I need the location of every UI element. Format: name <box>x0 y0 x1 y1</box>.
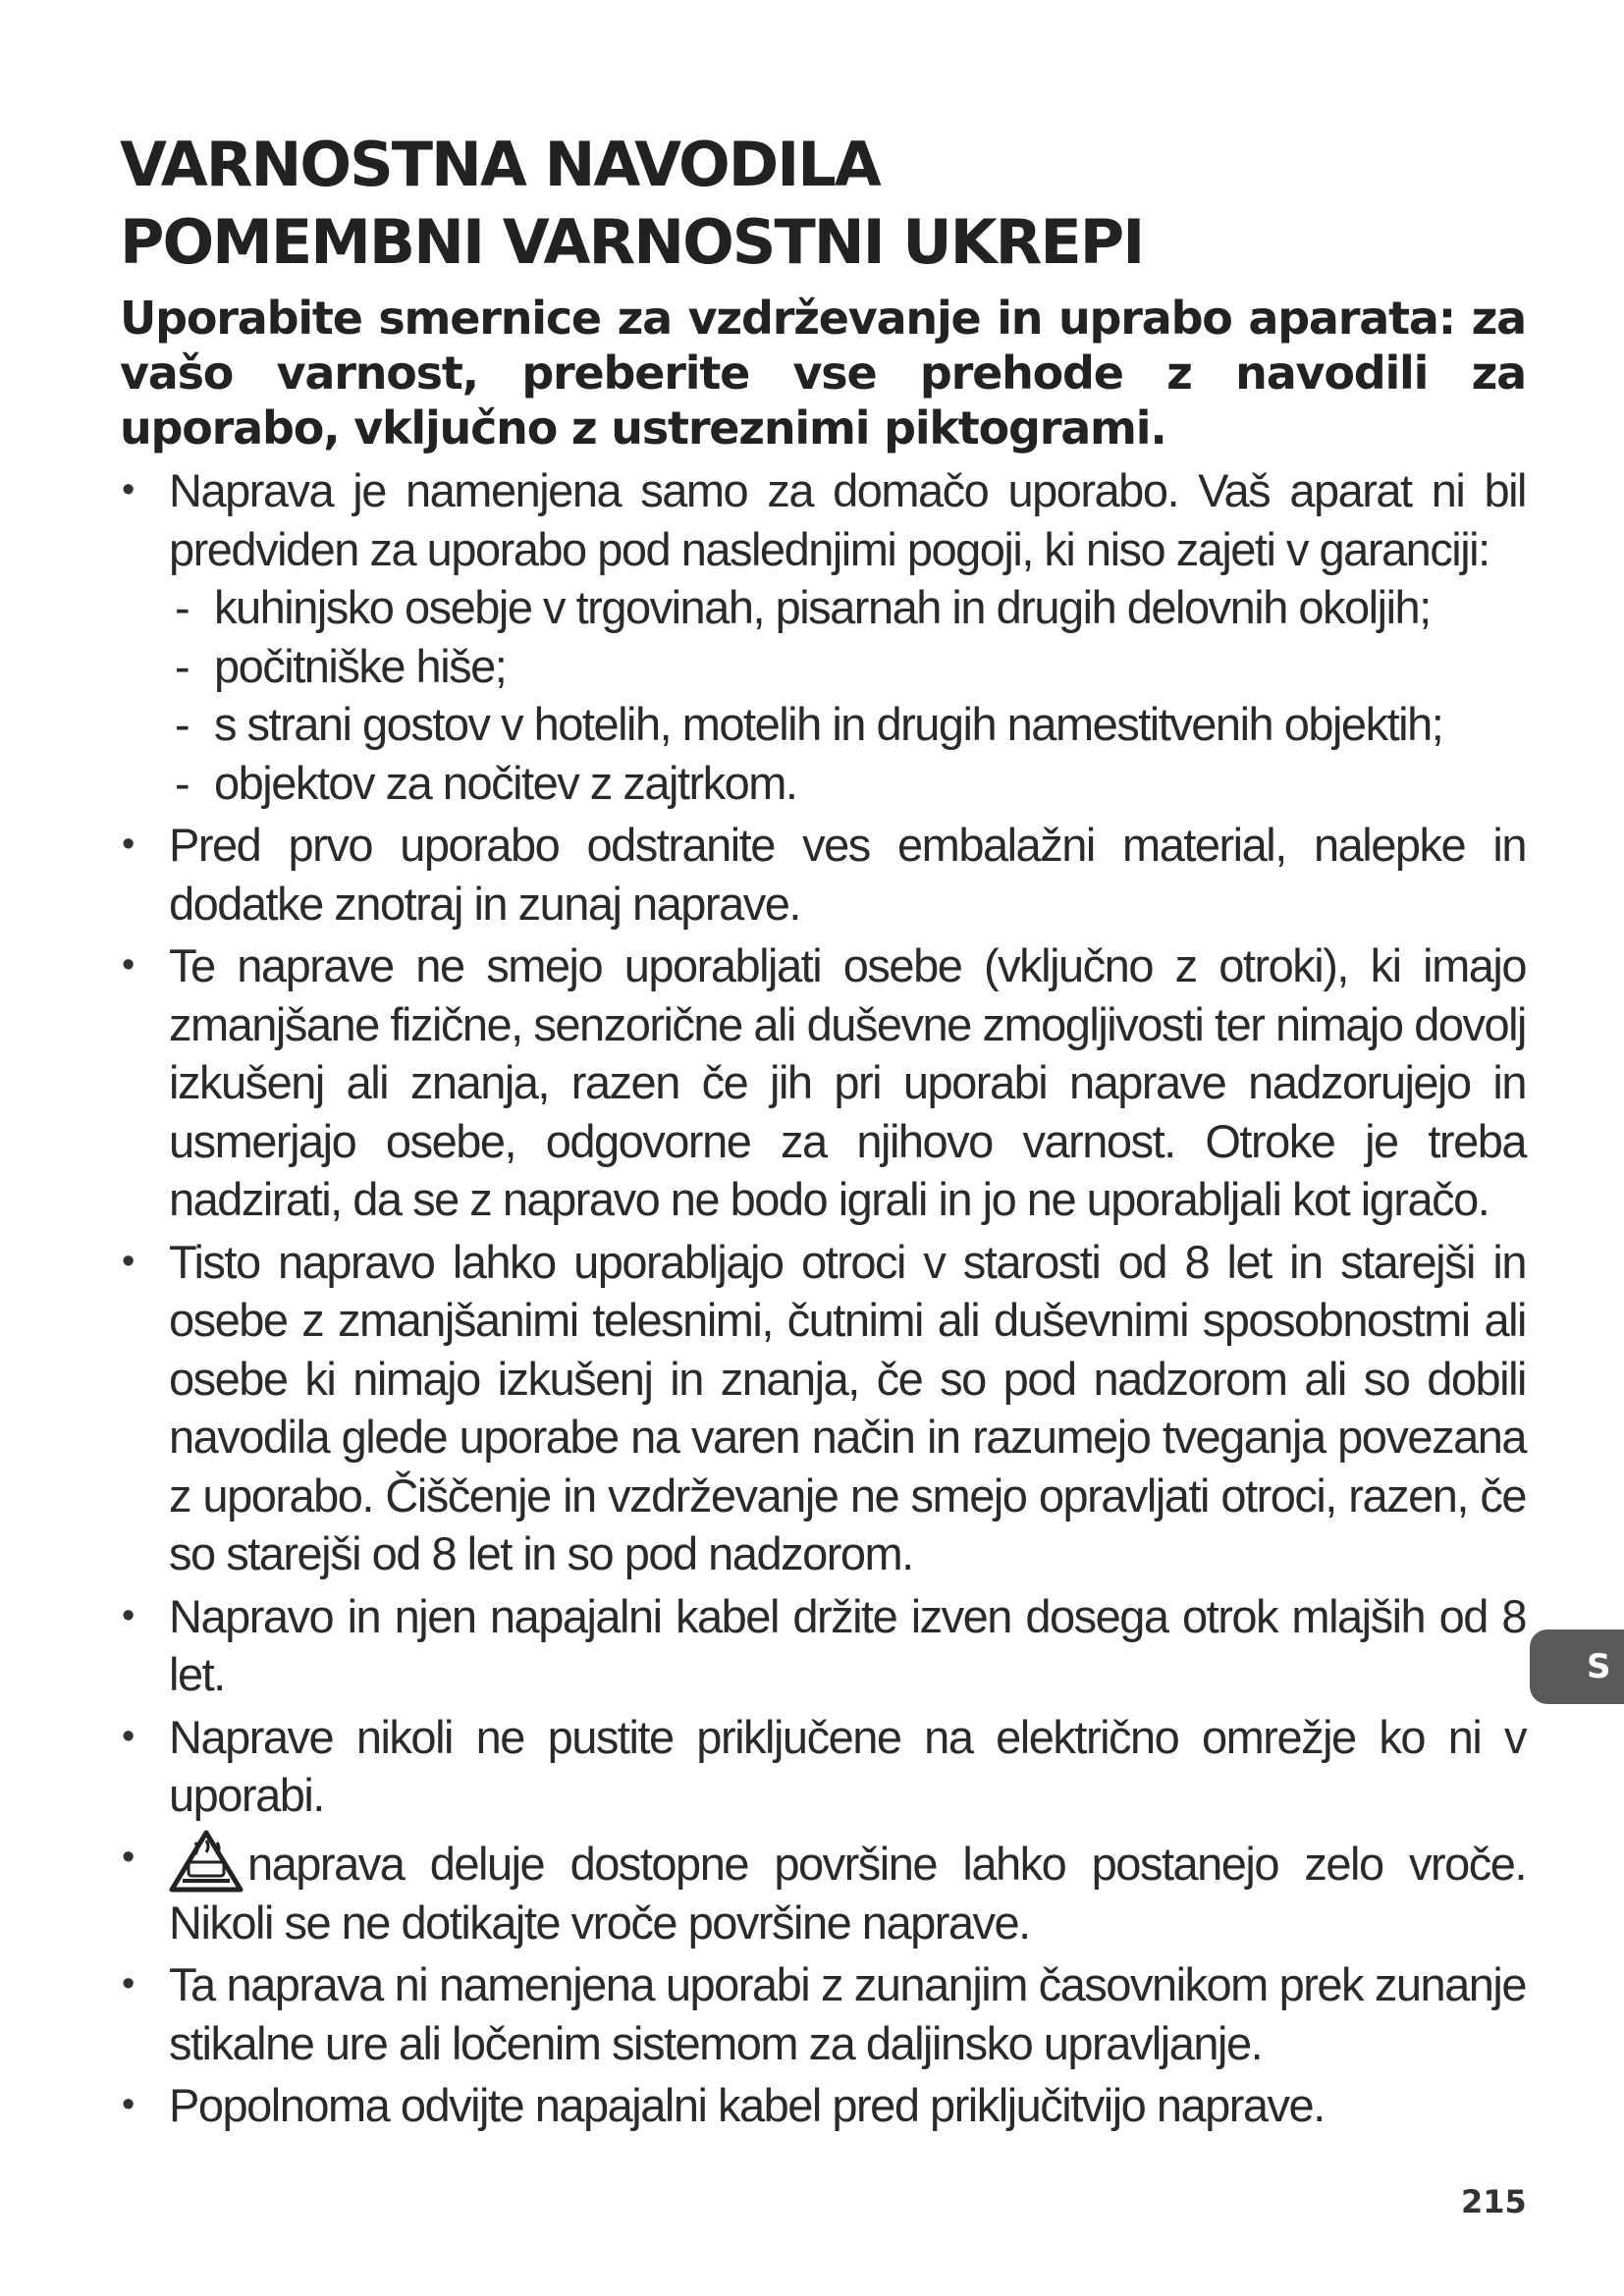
bullet-marker: • <box>122 824 134 865</box>
list-item-text: Pred prvo uporabo odstranite ves embalažni material, nalepke in dodatke znotraj in zunaj naprave. <box>169 819 1526 930</box>
list-item-text: naprava deluje dostopne površine lahko postanejo zelo vroče. Nikoli se ne dotikajte vroče površine naprave. <box>169 1837 1526 1949</box>
bullet-marker: • <box>122 1836 134 1878</box>
list-item-text: Te naprave ne smejo uporabljati osebe (vključno z otroki), ki imajo zmanjšane fizične, senzorične ali duševne zmogljivosti ter nimajo dovolj izkušenj ali znanja, razen če jih pri uporabi naprave nadzorujejo in usmerjajo osebe, odgovorne za njihovo varnost. Otroke je treba nadzirati, da se z napravo ne bodo igrali in jo ne uporabljali kot igračo. <box>169 939 1526 1225</box>
sub-list-item <box>169 578 1526 637</box>
title-line-1: VARNOSTNA NAVODILA <box>120 129 880 200</box>
dash-marker: - <box>175 756 189 809</box>
sub-list-item <box>169 637 1526 696</box>
bullet-marker: • <box>122 1715 134 1757</box>
bullet-marker: • <box>122 469 134 510</box>
sub-list-item <box>169 695 1526 754</box>
safety-instructions-list <box>120 461 1526 2135</box>
bullet-marker: • <box>122 1963 134 2004</box>
sub-list-item-text: objektov za nočitev z zajtrkom. <box>214 756 797 809</box>
sub-list-item-text: s strani gostov v hotelih, motelih in drugih namestitvenih objektih; <box>214 698 1443 750</box>
list-item <box>120 1233 1526 1583</box>
list-item-text: Naprave nikoli ne pustite priključene na električno omrežje ko ni v uporabi. <box>169 1710 1526 1821</box>
list-item-text: Ta naprava ni namenjena uporabi z zunanjim časovnikom prek zunanje stikalne ure ali ločenim sistemom za daljinsko upravljanje. <box>169 1958 1526 2069</box>
list-item <box>120 816 1526 933</box>
list-item-text: Popolnoma odvijte napajalni kabel pred priključitvijo naprave. <box>169 2079 1325 2131</box>
list-item <box>120 1955 1526 2072</box>
title-line-2: POMEMBNI VARNOSTNI UKREPI <box>120 206 1144 278</box>
page-number: 215 <box>1461 2183 1527 2220</box>
side-tab-label: S <box>1587 1647 1611 1686</box>
list-item <box>120 1829 1526 1952</box>
sub-list-item <box>169 754 1526 813</box>
sub-list-item-text: kuhinjsko osebje v trgovinah, pisarnah in drugih delovnih okoljih; <box>214 581 1431 633</box>
section-subtitle: Uporabite smernice za vzdrževanje in uprabo aparata: za vašo varnost, preberite vse prehode z navodili za uporabo, vključno z ustreznimi piktogrami. <box>120 292 1526 454</box>
list-item-text: Tisto napravo lahko uporabljajo otroci v starosti od 8 let in starejši in osebe z zmanjšanimi telesnimi, čutnimi ali duševnimi sposobnostmi ali osebe ki nimajo izkušenj in znanja, če so pod nadzorom ali so dobili navodila glede uporabe na varen način in razumejo tveganja povezana z uporabo. Čiščenje in vzdrževanje ne smejo opravljati otroci, razen, če so starejši od 8 let in so pod nadzorom. <box>169 1235 1526 1579</box>
language-side-tab <box>1530 1629 1624 1704</box>
sub-list-item-text: počitniške hiše; <box>214 639 507 692</box>
page-content <box>120 126 1526 2139</box>
hot-surface-warning-icon <box>169 1829 244 1894</box>
dash-marker: - <box>175 581 189 633</box>
bullet-marker: • <box>122 1594 134 1636</box>
bullet-marker: • <box>122 2084 134 2125</box>
dash-marker: - <box>175 639 189 692</box>
list-item <box>120 1587 1526 1704</box>
sub-list <box>169 578 1526 812</box>
list-item <box>120 461 1526 812</box>
page-title <box>120 126 1526 281</box>
bullet-marker: • <box>122 1240 134 1282</box>
list-item <box>120 936 1526 1229</box>
list-item <box>120 1708 1526 1825</box>
list-item-text: Naprava je namenjena samo za domačo uporabo. Vaš aparat ni bil predviden za uporabo pod naslednjimi pogoji, ki niso zajeti v garanciji: <box>169 464 1526 575</box>
list-item-text: Napravo in njen napajalni kabel držite izven dosega otrok mlajših od 8 let. <box>169 1589 1526 1700</box>
bullet-marker: • <box>122 944 134 986</box>
dash-marker: - <box>175 698 189 750</box>
list-item <box>120 2076 1526 2135</box>
